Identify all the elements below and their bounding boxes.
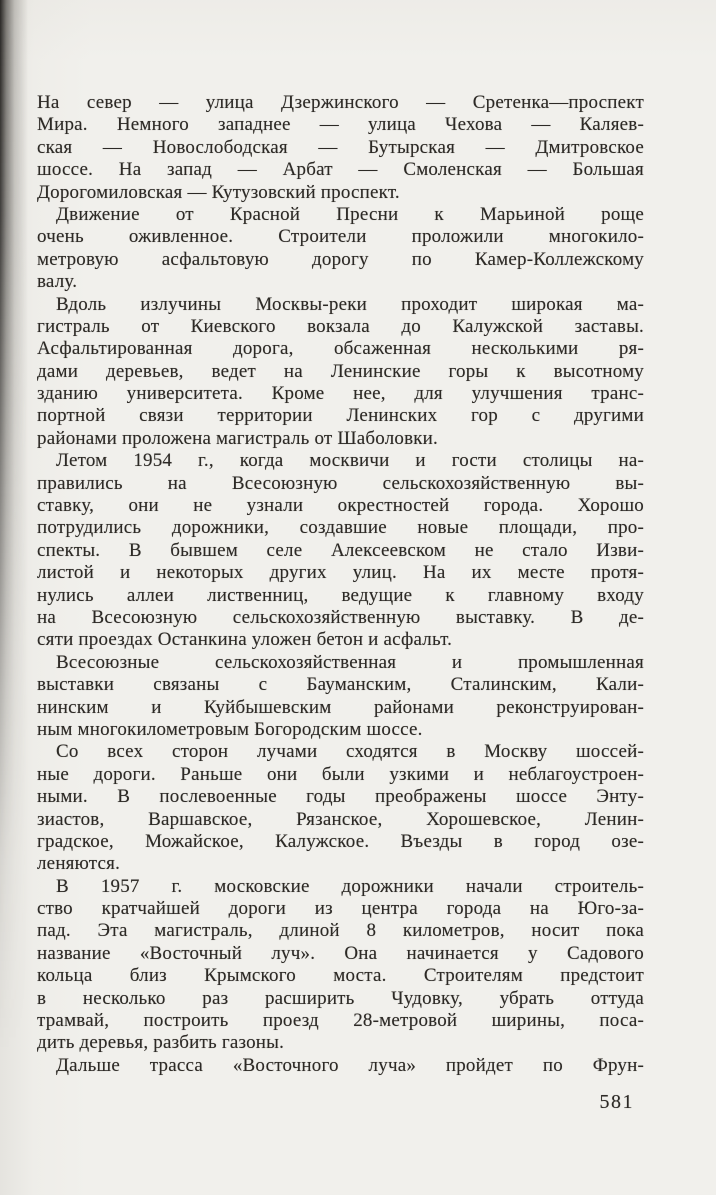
text-line: нулись аллеи лиственниц, ведущие к главному входу [37, 584, 644, 606]
text-line: метровую асфальтовую дорогу по Камер-Коллежскому [37, 248, 644, 270]
text-line: валу. [37, 271, 78, 293]
text-line: пад. Эта магистраль, длиной 8 километров, носит пока [37, 920, 644, 942]
text-line: трамвай, построить проезд 28-метровой ширины, поса- [37, 1010, 644, 1032]
text-line: Дальше трасса «Восточного луча» пройдет по Фрун- [56, 1054, 644, 1076]
text-line: ство кратчайшей дороги из центра города на Юго-за- [37, 898, 644, 920]
page-number: 581 [599, 1091, 634, 1113]
text-line: выставки связаны с Бауманским, Сталинским, Кали- [37, 674, 644, 696]
text-line: Асфальтированная дорога, обсаженная несколькими ря- [37, 338, 644, 360]
text-line: сяти проездах Останкина уложен бетон и асфальт. [37, 629, 453, 651]
text-line: дить деревья, разбить газоны. [37, 1032, 285, 1054]
text-line: градское, Можайское, Калужское. Въезды в город озе- [37, 830, 644, 852]
text-line: В 1957 г. московские дорожники начали строитель- [56, 875, 644, 897]
text-line: Со всех сторон лучами сходятся в Москву шоссей- [56, 741, 644, 763]
text-line: правились на Всесоюзную сельскохозяйственную вы- [37, 472, 644, 494]
text-line: Всесоюзные сельскохозяйственная и промышленная [56, 651, 644, 673]
text-line: ставку, они не узнали окрестностей города. Хорошо [37, 495, 644, 517]
text-line: ными. В послевоенные годы преображены шоссе Энту- [37, 786, 644, 808]
text-line: районами проложена магистраль от Шаболовки. [37, 427, 439, 449]
text-line: название «Восточный луч». Она начинается у Садового [37, 942, 644, 964]
text-line: спекты. В бывшем селе Алексеевском не стало Изви- [37, 539, 644, 561]
text-line: Движение от Красной Пресни к Марьиной роще [56, 203, 644, 225]
text-line: леняются. [37, 853, 121, 875]
text-block [37, 92, 644, 1077]
text-line: Вдоль излучины Москвы-реки проходит широкая ма- [56, 293, 644, 315]
text-line: в несколько раз расширить Чудовку, убрать оттуда [37, 987, 644, 1009]
text-line: зданию университета. Кроме нее, для улучшения транс- [37, 383, 644, 405]
text-line: На север — улица Дзержинского — Сретенка—проспект [37, 92, 644, 113]
text-line: зиастов, Варшавское, Рязанское, Хорошевское, Ленин- [37, 808, 644, 830]
binding-shadow [0, 0, 28, 1195]
text-line: шоссе. На запад — Арбат — Смоленская — Большая [37, 159, 644, 181]
text-line: листой и некоторых других улиц. На их месте протя- [37, 562, 644, 584]
text-line: потрудились дорожники, создавшие новые площади, про- [37, 517, 644, 539]
text-line: дами деревьев, ведет на Ленинские горы к высотному [37, 360, 644, 382]
text-line: ская — Новослободская — Бутырская — Дмитровское [37, 136, 644, 158]
text-line: кольца близ Крымского моста. Строителям предстоит [37, 965, 644, 987]
text-line: Мира. Немного западнее — улица Чехова — Каляев- [37, 114, 644, 136]
text-line: гистраль от Киевского вокзала до Калужской заставы. [37, 315, 644, 337]
text-line: очень оживленное. Строители проложили многокило- [37, 226, 644, 248]
text-line: Летом 1954 г., когда москвичи и гости столицы на- [56, 450, 644, 472]
text-line: портной связи территории Ленинских гор с другими [37, 405, 644, 427]
text-line: нинским и Куйбышевским районами реконструирован- [37, 696, 644, 718]
text-line: ные дороги. Раньше они были узкими и неблагоустроен- [37, 763, 644, 785]
text-line: ным многокилометровым Богородским шоссе. [37, 718, 423, 740]
text-line: на Всесоюзную сельскохозяйственную выставку. В де- [37, 606, 644, 628]
text-line: Дорогомиловская — Кутузовский проспект. [37, 181, 400, 203]
